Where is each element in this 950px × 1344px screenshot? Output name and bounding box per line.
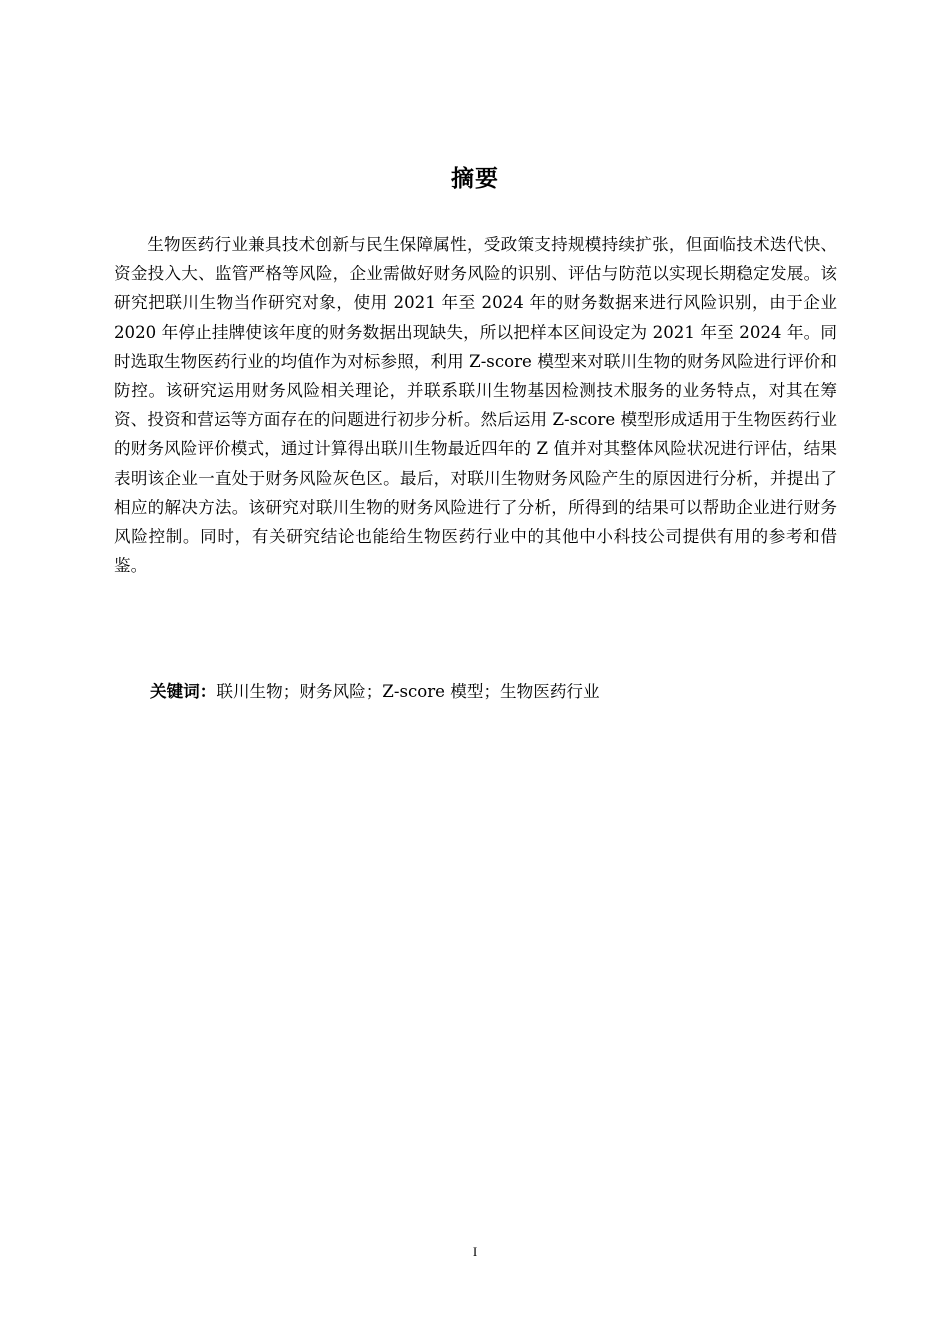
keywords-label: 关键词： [150, 682, 217, 701]
keywords-line [150, 677, 850, 707]
keywords-text: 联川生物；财务风险；Z-score 模型；生物医药行业 [216, 682, 600, 701]
abstract-title: 摘要 [451, 166, 499, 192]
abstract-body: 生物医药行业兼具技术创新与民生保障属性，受政策支持规模持续扩张，但面临技术迭代快、资金投入大、监管严格等风险，企业需做好财务风险的识别、评估与防范以实现长期稳定发展。该研究把联川生物当作研究对象，使用 2021 年至 2024 年的财务数据来进行风险识别，由于企业 2020 年停止挂牌使该年度的财务数据出现缺失，所以把样本区间设定为 2021 年至 2024 年。同时选取生物医药行业的均值作为对标参照，利用 Z-score 模型来对联川生物的财务风险进行评价和防控。该研究运用财务风险相关理论，并联系联川生物基因检测技术服务的业务特点，对其在筹资、投资和营运等方面存在的问题进行初步分析。然后运用 Z-score 模型形成适用于生物医药行业的财务风险评价模式，通过计算得出联川生物最近四年的 Z 值并对其整体风险状况进行评估，结果表明该企业一直处于财务风险灰色区。最后，对联川生物财务风险产生的原因进行分析，并提出了相应的解决方法。该研究对联川生物的财务风险进行了分析，所得到的结果可以帮助企业进行财务风险控制。同时，有关研究结论也能给生物医药行业中的其他中小科技公司提供有用的参考和借鉴。 [114, 235, 837, 576]
page-number: I [472, 1244, 478, 1259]
